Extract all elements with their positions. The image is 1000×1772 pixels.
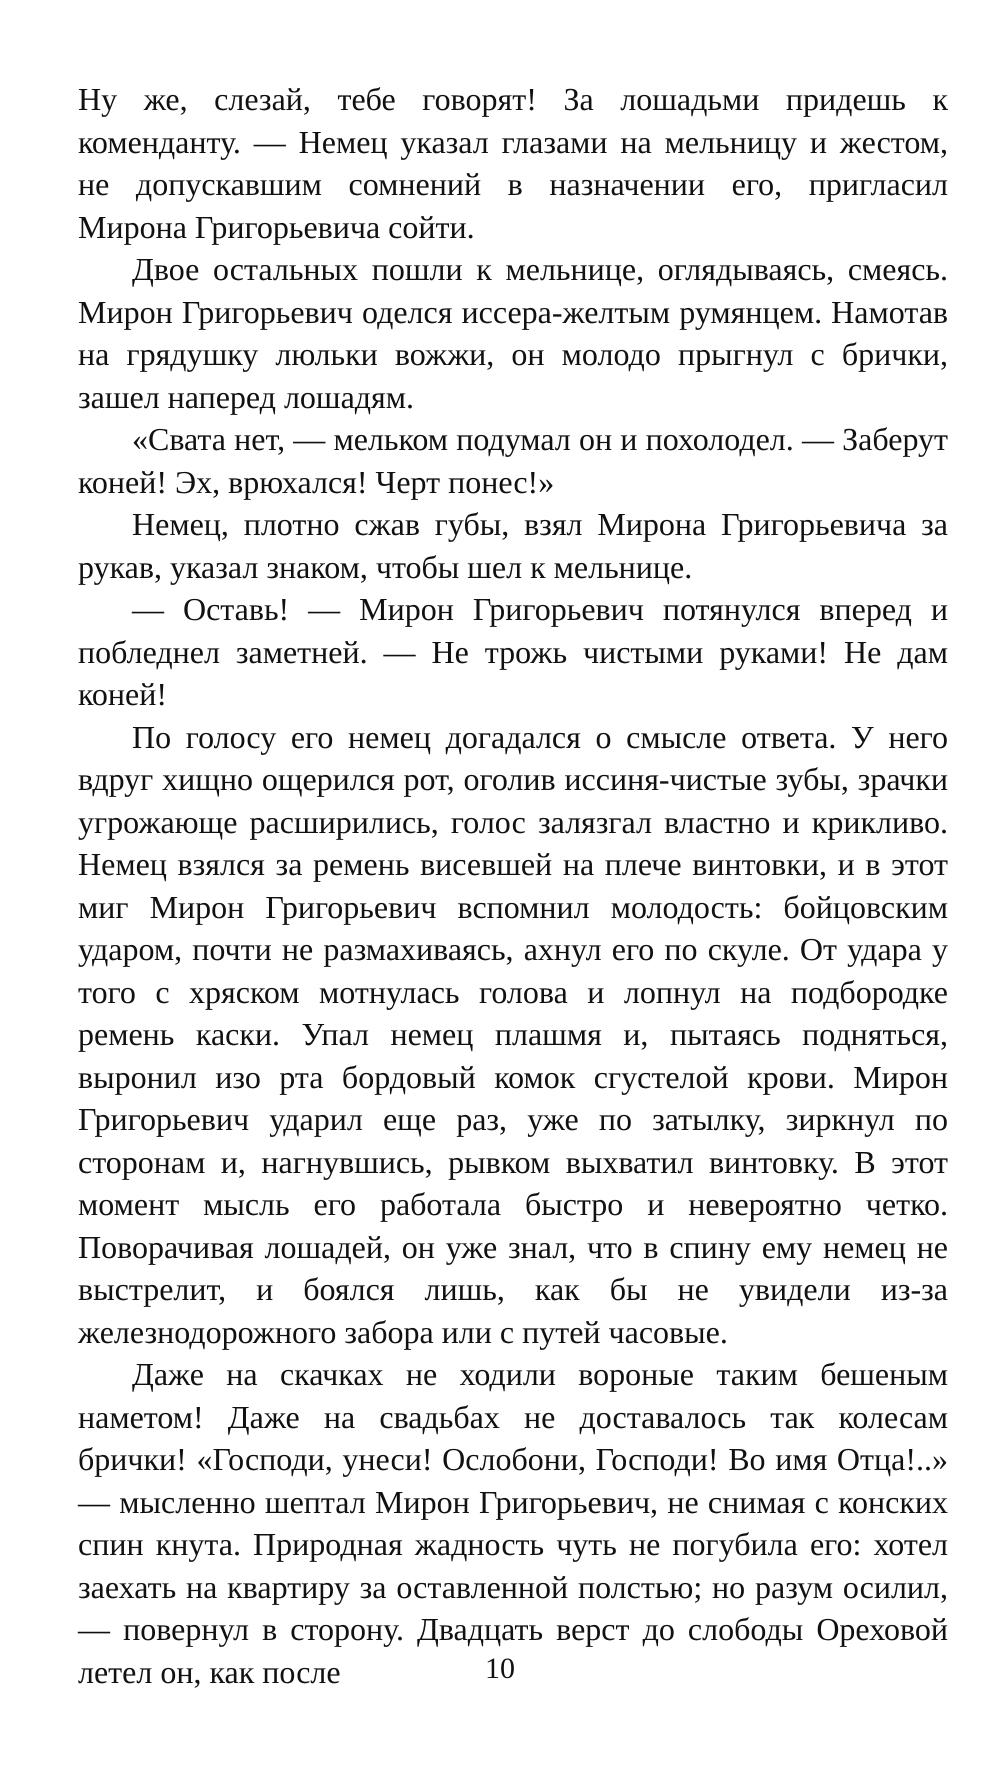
page-text [78, 78, 948, 1693]
paragraph: По голосу его немец догадался о смысле ответа. У него вдруг хищно ощерился рот, оголив иссиня-чистые зубы, зрачки угрожающе расширились, голос залязгал властно и крикливо. Немец взялся за ремень висевшей на плече винтовки, и в этот миг Мирон Григорьевич вспомнил молодость: бойцовским ударом, почти не размахиваясь, ахнул его по скуле. От удара у того с хряском мотнулась голова и лопнул на подбородке ремень каски. Упал немец плашмя и, пытаясь подняться, выронил изо рта бордовый комок сгустелой крови. Мирон Григорьевич ударил еще раз, уже по затылку, зиркнул по сторонам и, нагнувшись, рывком выхватил винтовку. В этот момент мысль его работала быстро и невероятно четко. Поворачивая лошадей, он уже знал, что в спину ему немец не выстрелит, и боялся лишь, как бы не увидели из-за железнодорожного забора или с путей часовые. [78, 718, 948, 1350]
paragraph: — Оставь! — Мирон Григорьевич потянулся вперед и побледнел заметней. — Не трожь чистыми руками! Не дам коней! [78, 591, 948, 712]
paragraph: Даже на скачках не ходили вороные таким бешеным наметом! Даже на свадьбах не доставалось так колесам брички! «Господи, унеси! Ослобони, Господи! Во имя Отца!..» — мысленно шептал Мирон Григорьевич, не снимая с конских спин кнута. Природная жадность чуть не погубила его: хотел заехать на квартиру за оставленной полстью; но разум осилил, — повернул в сторону. Двадцать верст до слободы Ореховой летел он, как после [78, 1356, 948, 1690]
paragraph: Двое остальных пошли к мельнице, оглядываясь, смеясь. Мирон Григорьевич оделся иссера-желтым румянцем. Намотав на грядушку люльки вожжи, он молодо прыгнул с брички, зашел наперед лошадям. [78, 251, 948, 415]
paragraph: Немец, плотно сжав губы, взял Мирона Григорьевича за рукав, указал знаком, чтобы шел к мельнице. [78, 506, 948, 585]
paragraph: Ну же, слезай, тебе говорят! За лошадьми придешь к коменданту. — Немец указал глазами на мельницу и жестом, не допускавшим сомнений в назначении его, пригласил Мирона Григорьевича сойти. [78, 81, 948, 245]
page-number: 10 [485, 1652, 515, 1685]
paragraph: «Свата нет, — мельком подумал он и похолодел. — Заберут коней! Эх, врюхался! Черт понес!» [78, 421, 948, 500]
